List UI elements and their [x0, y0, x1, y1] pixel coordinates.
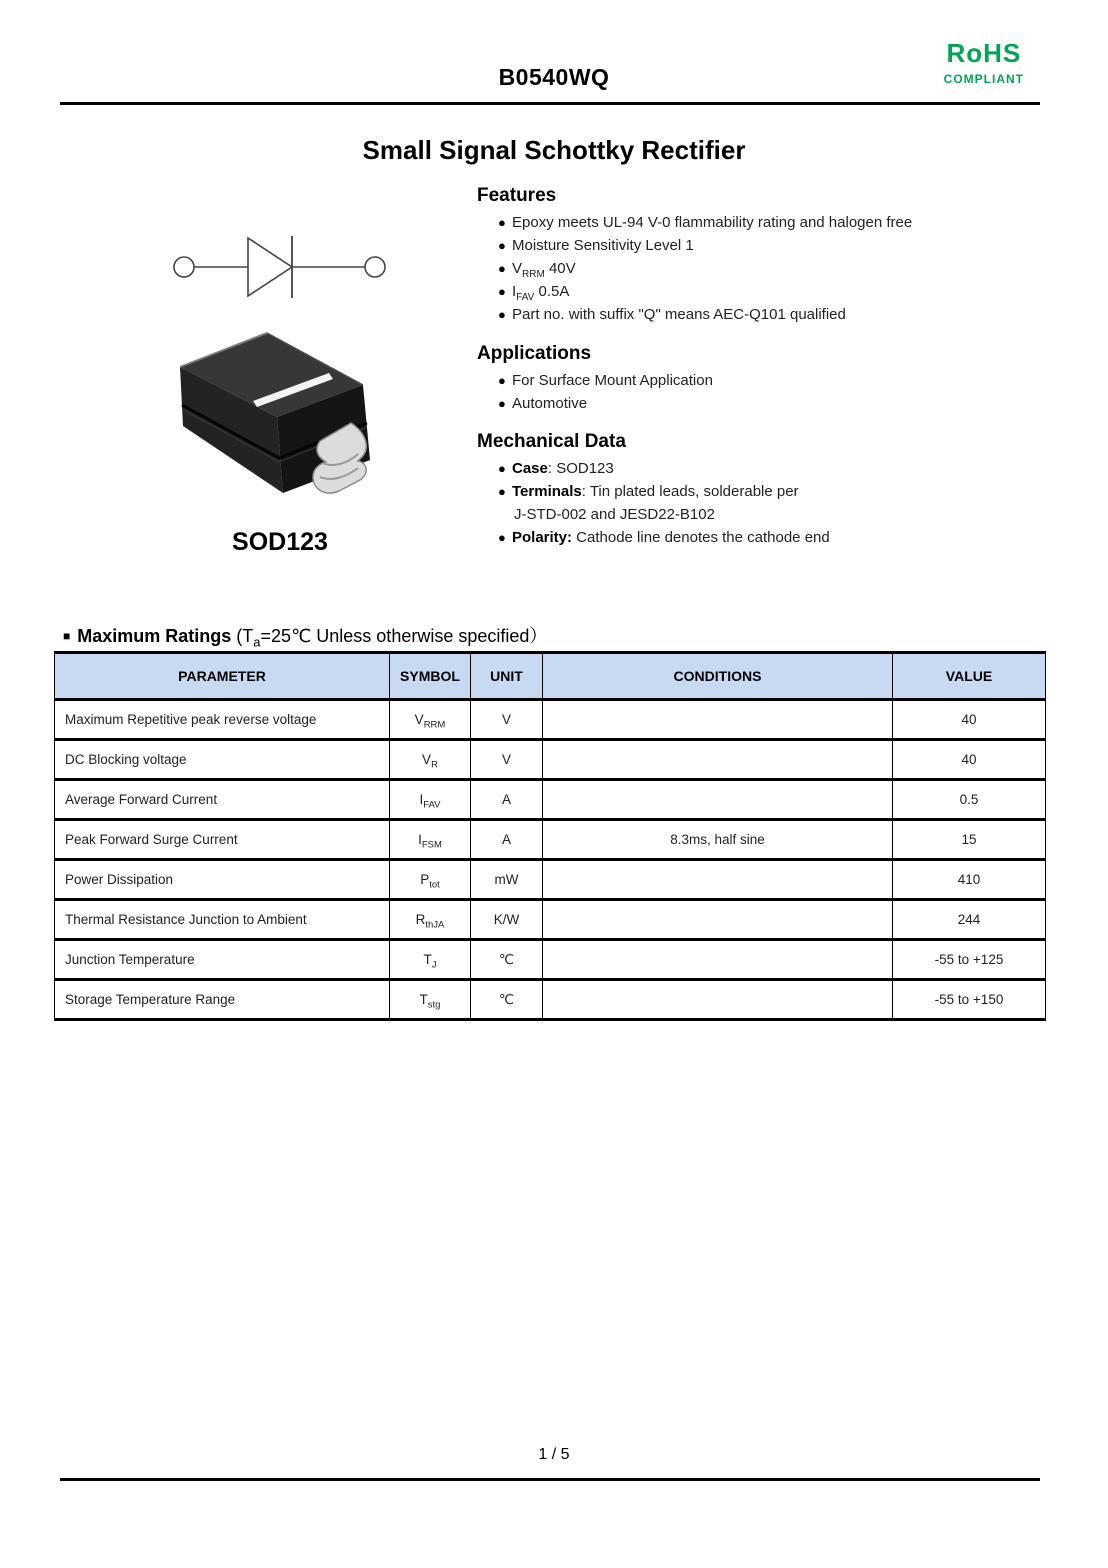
value-cell: 410 — [893, 860, 1046, 900]
unit-cell: mW — [471, 860, 543, 900]
mech-text: Cathode line denotes the cathode end — [572, 529, 830, 546]
table-row — [55, 740, 1046, 780]
conditions-cell — [543, 940, 893, 980]
bullet-icon: ● — [498, 238, 506, 253]
symbol-cell: $R_{thJA}$ — [390, 900, 471, 940]
conditions-cell — [543, 700, 893, 740]
col-header-unit: UNIT — [471, 653, 543, 700]
symbol-cell: $V_{RRM}$ — [390, 700, 471, 740]
list-item — [477, 392, 1057, 415]
table-row — [55, 820, 1046, 860]
maximum-ratings-heading — [63, 622, 547, 648]
unit-cell: ℃ — [471, 940, 543, 980]
bullet-icon: ● — [498, 461, 506, 476]
maximum-ratings-table — [54, 651, 1046, 1021]
bullet-icon: ● — [498, 215, 506, 230]
parameter-cell: Storage Temperature Range — [55, 980, 390, 1020]
symbol-cell: $P_{tot}$ — [390, 860, 471, 900]
col-header-conditions: CONDITIONS — [543, 653, 893, 700]
table-row — [55, 860, 1046, 900]
symbol-cell: $I_{FSM}$ — [390, 820, 471, 860]
parameter-cell: DC Blocking voltage — [55, 740, 390, 780]
feature-symbol: V — [512, 260, 523, 277]
package-name-label: SOD123 — [232, 528, 328, 556]
feature-text: Part no. with suffix "Q" means AEC-Q101 qualified — [512, 306, 846, 323]
bullet-icon: ● — [498, 284, 506, 299]
conditions-cell — [543, 740, 893, 780]
value-cell: 15 — [893, 820, 1046, 860]
page-number: 1 / 5 — [538, 1446, 570, 1463]
value-cell: 40 — [893, 740, 1046, 780]
list-item — [477, 369, 1057, 392]
conditions-cell: 8.3ms, half sine — [543, 820, 893, 860]
rohs-compliant-text: COMPLIANT — [943, 72, 1024, 86]
features-section — [477, 185, 1057, 326]
list-item — [477, 303, 1057, 326]
list-item — [477, 280, 1057, 303]
col-header-symbol: SYMBOL — [390, 653, 471, 700]
bullet-icon: ● — [498, 373, 506, 388]
col-header-value: VALUE — [893, 653, 1046, 700]
application-text: For Surface Mount Application — [512, 372, 713, 389]
header-divider — [60, 102, 1040, 105]
features-heading: Features — [477, 185, 557, 206]
part-number: B0540WQ — [498, 64, 610, 90]
parameter-cell: Power Dissipation — [55, 860, 390, 900]
value-cell: 244 — [893, 900, 1046, 940]
value-cell: -55 to +125 — [893, 940, 1046, 980]
unit-cell: ℃ — [471, 980, 543, 1020]
list-item — [477, 257, 1057, 280]
bullet-icon: ● — [498, 261, 506, 276]
feature-text: 40V — [544, 260, 576, 277]
feature-text: 0.5A — [534, 283, 570, 300]
symbol-cell: $I_{FAV}$ — [390, 780, 471, 820]
list-item — [477, 526, 1057, 549]
package-photo — [172, 322, 388, 527]
bullet-icon: ● — [498, 396, 506, 411]
table-row — [55, 940, 1046, 980]
applications-section — [477, 343, 1057, 415]
square-bullet-icon: ■ — [63, 629, 71, 643]
ratings-heading-conditions: ($T_a=25℃$ Unless otherwise specified） — [236, 626, 548, 650]
feature-text: Epoxy meets UL-94 V-0 flammability rating and halogen free — [512, 214, 913, 231]
list-item — [477, 211, 1057, 234]
unit-cell: V — [471, 740, 543, 780]
bullet-icon: ● — [498, 530, 506, 545]
footer-divider — [60, 1478, 1040, 1481]
parameter-cell: Thermal Resistance Junction to Ambient — [55, 900, 390, 940]
mech-text: : Tin plated leads, solderable per — [581, 483, 799, 500]
unit-cell: A — [471, 820, 543, 860]
table-header-row — [55, 653, 1046, 700]
table-row — [55, 700, 1046, 740]
unit-cell: A — [471, 780, 543, 820]
mech-term: Terminals — [512, 483, 582, 500]
list-item — [477, 234, 1057, 257]
col-header-parameter: PARAMETER — [55, 653, 390, 700]
parameter-cell: Peak Forward Surge Current — [55, 820, 390, 860]
symbol-cell: $T_{stg}$ — [390, 980, 471, 1020]
conditions-cell — [543, 780, 893, 820]
feature-text: Moisture Sensitivity Level 1 — [512, 237, 694, 254]
table-row — [55, 900, 1046, 940]
symbol-cell: $V_R$ — [390, 740, 471, 780]
feature-symbol: I — [512, 283, 517, 300]
mechanical-data-heading: Mechanical Data — [477, 431, 626, 452]
symbol-cell: $T_J$ — [390, 940, 471, 980]
value-cell: 0.5 — [893, 780, 1046, 820]
table-row — [55, 980, 1046, 1020]
mech-text-line2: J-STD-002 and JESD22-B102 — [514, 506, 715, 523]
parameter-cell: Maximum Repetitive peak reverse voltage — [55, 700, 390, 740]
page-title: Small Signal Schottky Rectifier — [362, 135, 746, 165]
value-cell: -55 to +150 — [893, 980, 1046, 1020]
rohs-logo — [944, 38, 1024, 86]
list-item — [477, 480, 1057, 526]
parameter-cell: Average Forward Current — [55, 780, 390, 820]
rohs-text: RoHS — [946, 38, 1022, 68]
unit-cell: K/W — [471, 900, 543, 940]
conditions-cell — [543, 980, 893, 1020]
unit-cell: V — [471, 700, 543, 740]
mech-text: : SOD123 — [547, 460, 614, 477]
mech-term: Case — [512, 460, 548, 477]
conditions-cell — [543, 900, 893, 940]
feature-symbol-subscript: RRM — [522, 269, 545, 280]
bullet-icon: ● — [498, 307, 506, 322]
table-row — [55, 780, 1046, 820]
application-text: Automotive — [512, 395, 588, 412]
parameter-cell: Junction Temperature — [55, 940, 390, 980]
mechanical-data-section — [477, 431, 1057, 549]
bullet-icon: ● — [498, 484, 506, 499]
mech-term: Polarity: — [512, 529, 573, 546]
conditions-cell — [543, 860, 893, 900]
ratings-heading-bold: Maximum Ratings — [77, 626, 232, 646]
applications-heading: Applications — [477, 343, 592, 364]
feature-symbol-subscript: FAV — [516, 292, 535, 303]
list-item — [477, 457, 1057, 480]
value-cell: 40 — [893, 700, 1046, 740]
diode-symbol-drawing — [172, 228, 388, 306]
